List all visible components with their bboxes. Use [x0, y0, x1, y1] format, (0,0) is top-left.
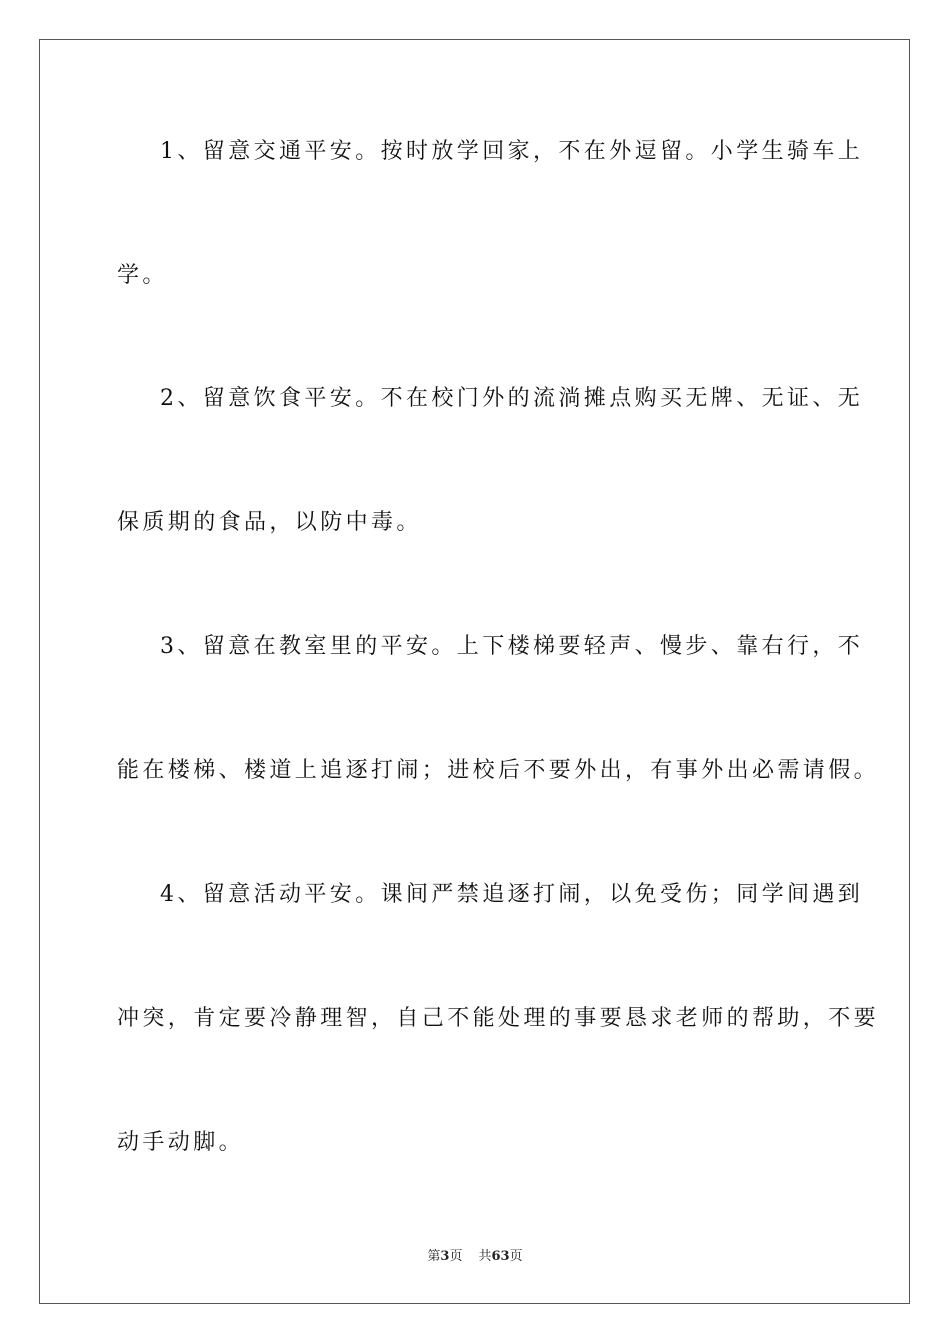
footer-total-pages: 63 [491, 1249, 510, 1264]
page-frame [39, 39, 910, 1304]
paragraph-2-line-1: 2、留意饮食平安。不在校门外的流淌摊点购买无牌、无证、无 [160, 386, 864, 411]
paragraph-1-line-2: 学。 [117, 263, 168, 288]
footer-total-suffix: 页 [509, 1249, 523, 1264]
footer-page-prefix: 第 [427, 1249, 441, 1264]
footer-total-prefix: 共 [478, 1249, 492, 1264]
paragraph-4-line-1: 4、留意活动平安。课间严禁追逐打闹，以免受伤；同学间遇到 [160, 882, 864, 907]
paragraph-3-line-2: 能在楼梯、楼道上追逐打闹；进校后不要外出，有事外出必需请假。 [117, 758, 880, 783]
paragraph-3-line-1: 3、留意在教室里的平安。上下楼梯要轻声、慢步、靠右行，不 [160, 634, 864, 659]
paragraph-2-line-2: 保质期的食品，以防中毒。 [117, 510, 422, 535]
paragraph-4-line-3: 动手动脚。 [117, 1130, 245, 1155]
footer-page-suffix: 页 [449, 1249, 463, 1264]
page-footer [0, 1248, 950, 1266]
paragraph-1-line-1: 1、留意交通平安。按时放学回家，不在外逗留。小学生骑车上 [160, 139, 864, 164]
paragraph-4-line-2: 冲突，肯定要冷静理智，自己不能处理的事要恳求老师的帮助，不要 [117, 1006, 880, 1031]
footer-page-number: 3 [440, 1249, 450, 1264]
